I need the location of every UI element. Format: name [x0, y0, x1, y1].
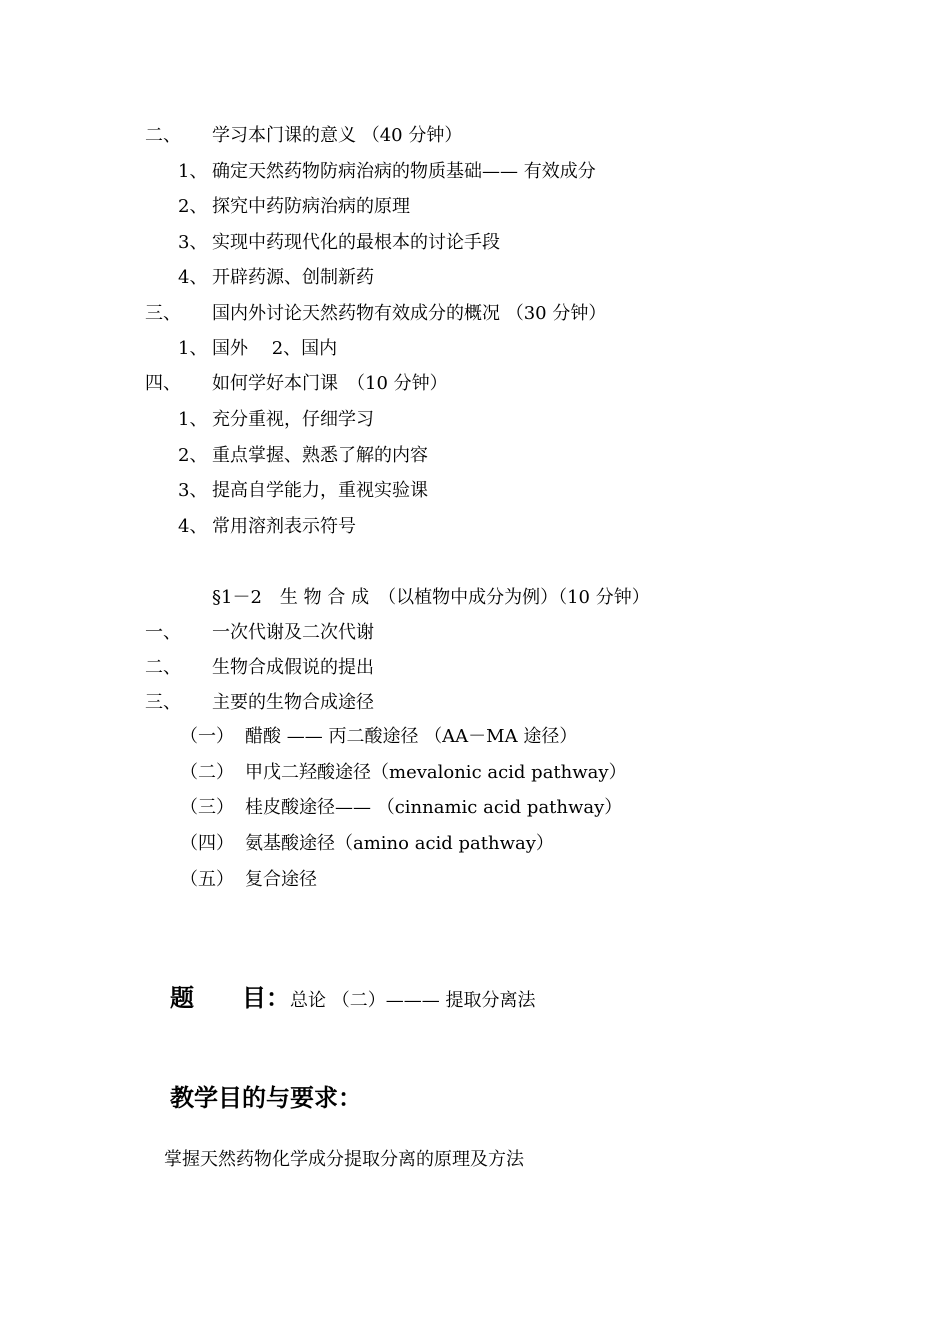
pathway-text: 桂皮酸途径—— （cinnamic acid pathway） — [245, 797, 623, 818]
item-number: 1、 — [178, 161, 208, 182]
pathway-number: （二） — [180, 762, 234, 783]
pathway-text: 氨基酸途径（amino acid pathway） — [245, 833, 554, 854]
item-number: 一、 — [145, 622, 181, 643]
pathway-text: 甲戊二羟酸途径（mevalonic acid pathway） — [245, 762, 627, 783]
item-text: 主要的生物合成途径 — [212, 692, 374, 713]
pathway-text: 复合途径 — [245, 869, 317, 890]
section-title: 国内外讨论天然药物有效成分的概况 （30 分钟） — [212, 303, 607, 324]
section-number: 四、 — [145, 373, 181, 394]
item-text: 确定天然药物防病治病的物质基础—— 有效成分 — [212, 161, 596, 182]
topic-value: 总论 （二）——— 提取分离法 — [290, 990, 536, 1011]
item-number: 1、 — [178, 409, 208, 430]
item-number: 1、 — [178, 338, 208, 359]
item-text: 充分重视，仔细学习 — [212, 409, 374, 430]
item-text: 探究中药防病治病的原理 — [212, 196, 410, 217]
item-text: 常用溶剂表示符号 — [212, 516, 356, 537]
item-number: 二、 — [145, 657, 181, 678]
topic-label: 题 目： — [170, 983, 290, 1012]
objectives-text: 掌握天然药物化学成分提取分离的原理及方法 — [164, 1149, 524, 1170]
item-text: 开辟药源、创制新药 — [212, 267, 374, 288]
item-text: 生物合成假说的提出 — [212, 657, 374, 678]
item-text: 实现中药现代化的最根本的讨论手段 — [212, 232, 500, 253]
section-title: 如何学好本门课 （10 分钟） — [212, 373, 448, 394]
topic-line — [170, 983, 535, 1016]
section-title: 学习本门课的意义 （40 分钟） — [212, 125, 463, 146]
pathway-number: （三） — [180, 797, 234, 818]
pathway-number: （一） — [180, 726, 234, 747]
item-text: 国外 2、国内 — [212, 338, 338, 359]
pathway-number: （五） — [180, 869, 234, 890]
item-text: 重点掌握、熟悉了解的内容 — [212, 445, 428, 466]
objectives-heading: 教学目的与要求： — [170, 1083, 362, 1112]
section-number: 二、 — [145, 125, 181, 146]
item-number: 3、 — [178, 480, 208, 501]
item-number: 3、 — [178, 232, 208, 253]
pathway-text: 醋酸 —— 丙二酸途径 （AA－MA 途径） — [245, 726, 578, 747]
subsection-title: §1－2 生 物 合 成 （以植物中成分为例）（10 分钟） — [212, 587, 650, 608]
pathway-number: （四） — [180, 833, 234, 854]
section-number: 三、 — [145, 303, 181, 324]
item-text: 一次代谢及二次代谢 — [212, 622, 374, 643]
item-number: 三、 — [145, 692, 181, 713]
item-number: 4、 — [178, 516, 208, 537]
item-number: 4、 — [178, 267, 208, 288]
item-number: 2、 — [178, 196, 208, 217]
item-text: 提高自学能力，重视实验课 — [212, 480, 428, 501]
item-number: 2、 — [178, 445, 208, 466]
